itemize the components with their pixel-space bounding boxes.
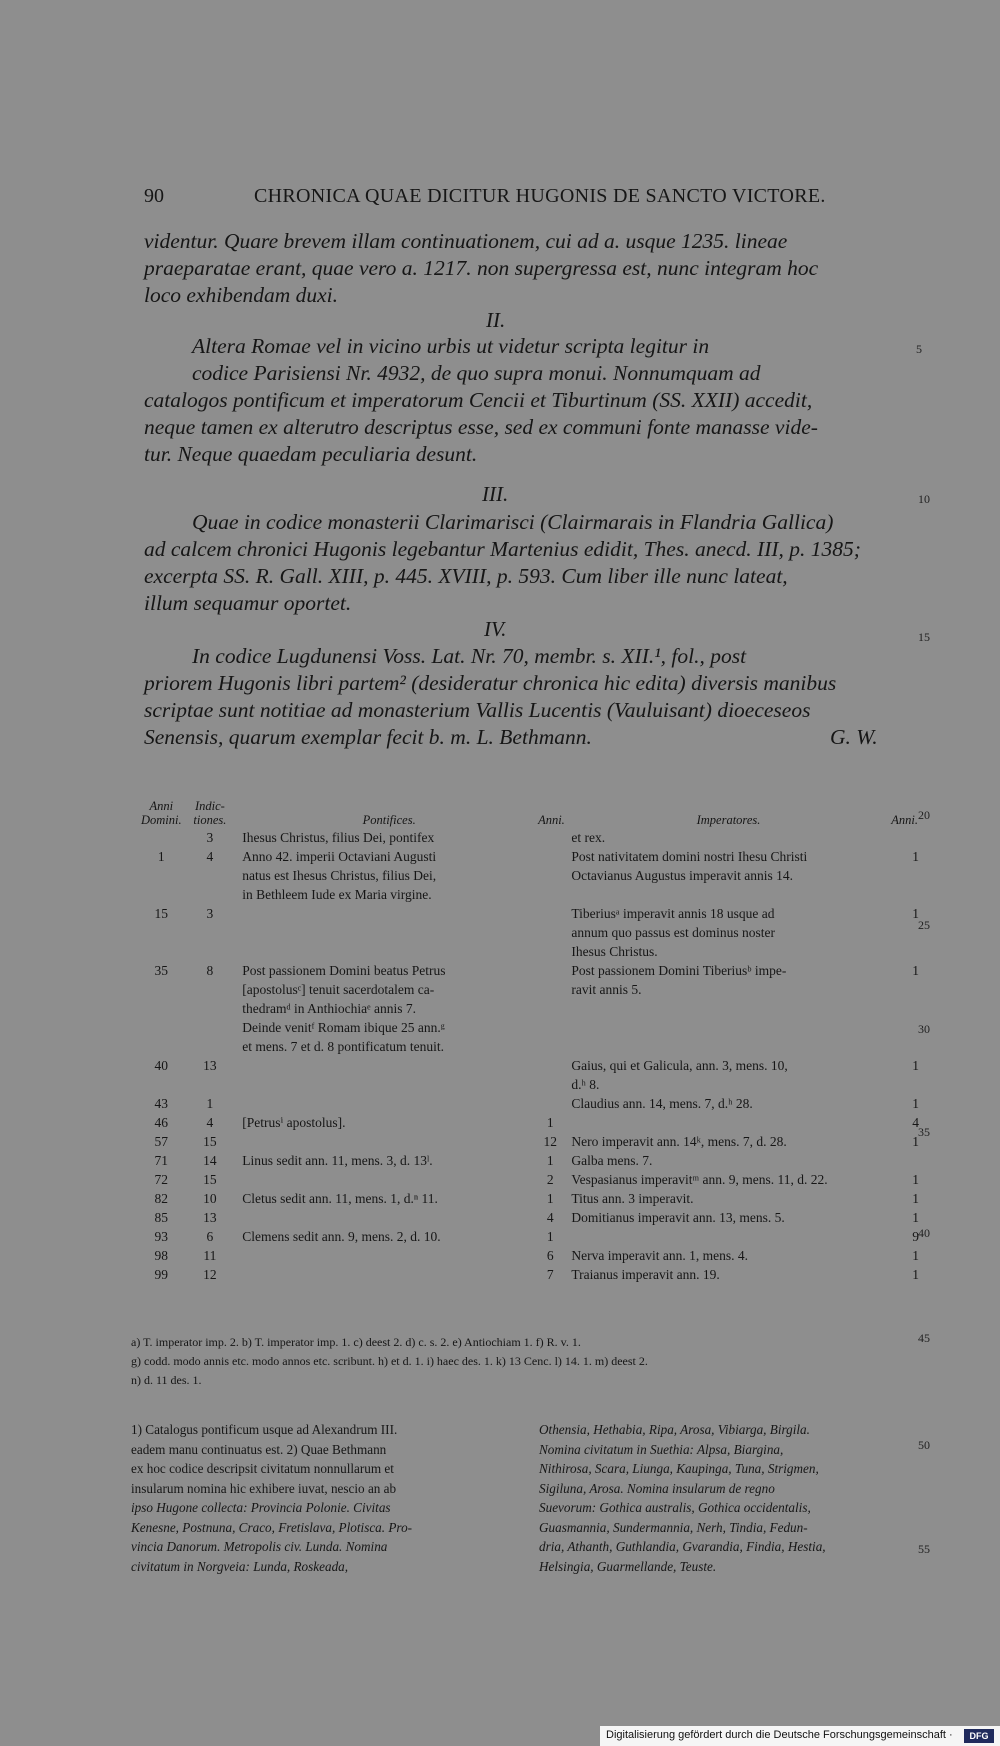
indictio-cell: 6 [206,1229,214,1244]
imperator-anni-cell [887,1151,919,1170]
running-title: CHRONICA QUAE DICITUR HUGONIS DE SANCTO VICTORE. [254,185,826,207]
note-line: insularum nomina hic exhibere iuvat, nescio an ab [131,1480,397,1496]
pontifex-anni-cell [537,1094,563,1113]
table-row [139,1132,919,1151]
col-header-pontifices: Pontifices. [362,813,416,827]
line-number: 15 [918,630,930,644]
section-II-line: codice Parisiensi Nr. 4932, de quo supra monui. Nonnumquam ad [192,361,761,385]
anni-domini-cell: 35 [154,963,169,978]
indictio-cell: 11 [203,1248,217,1263]
note-line: Nomina civitatum in Suethia: Alpsa, Biargina, [539,1441,784,1457]
anni-domini-cell: 93 [154,1229,169,1244]
pontifex-cell: Anno 42. imperii Octaviani Augusti natus est Ihesus Christus, filius Dei, in Bethleem Iude ex Maria virgine. [242,849,437,902]
imperator-anni-cell: 1 [912,1172,919,1187]
note-line: dria, Athanth, Guthlandia, Gvarandia, Findia, Hestia, [539,1539,826,1554]
pontifex-cell [236,1094,537,1113]
table-row [139,1208,919,1227]
section-IV-line: priorem Hugonis libri partem² (desideratur chronica hic edita) diversis manibus [144,671,837,695]
pontifex-anni-cell: 7 [546,1267,554,1282]
table-row [139,1170,919,1189]
pontifex-anni-cell [537,961,563,1056]
note-line: civitatum in Norgveia: Lunda, Roskeada, [131,1558,349,1574]
imperator-anni-cell: 9 [912,1229,919,1244]
indictio-cell: 13 [203,1210,217,1225]
apparatus-line: a) T. imperator imp. 2. b) T. imperator imp. 1. c) deest 2. d) c. s. 2. e) Antiochiam 1. f) R. v. 1. [131,1335,581,1349]
section-III-line: illum sequamur oportet. [144,591,352,615]
section-II-line: tur. Neque quaedam peculiaria desunt. [144,442,478,466]
intro-line: praeparatae erant, quae vero a. 1217. non supergressa est, nunc integram hoc [144,256,819,280]
pontifex-cell [236,904,537,961]
imperator-anni-cell: 1 [912,1134,919,1149]
pontifex-anni-cell: 4 [546,1210,554,1225]
pontifex-anni-cell: 1 [546,1191,554,1206]
table-row [139,1227,919,1246]
indictio-cell: 10 [203,1191,217,1206]
pontifex-anni-cell [537,847,563,904]
note-line: ex hoc codice descripsit civitatum nonnullarum et [131,1461,394,1476]
anni-domini-cell: 46 [154,1115,169,1130]
anni-domini-cell: 98 [154,1248,169,1263]
indictio-cell: 4 [206,1115,214,1130]
indictio-cell: 8 [206,963,214,978]
line-number: 10 [918,492,930,506]
pontifex-anni-cell: 2 [546,1172,554,1187]
page-number: 90 [144,185,164,207]
imperator-cell: Post passionem Domini Tiberiusᵇ impe- ravit annis 5. [571,963,787,997]
note-line: 1) Catalogus pontificum usque ad Alexandrum III. [131,1422,398,1437]
table-row [139,1113,919,1132]
table-body [139,828,919,1284]
note-line: eadem manu continuatus est. 2) Quae Bethmann [131,1441,387,1457]
section-IV-line: In codice Lugdunensi Voss. Lat. Nr. 70, membr. s. XII.¹, fol., post [192,644,747,668]
note-line: Guasmannia, Sundermannia, Nerh, Tindia, Fedun- [539,1519,808,1535]
imperator-cell: Vespasianus imperavitᵐ ann. 9, mens. 11, d. 22. [571,1172,828,1187]
section-heading-III: III. [482,482,509,506]
notes-right-column [539,1420,924,1576]
imperator-anni-cell: 1 [912,1210,919,1225]
table-header-row [139,798,919,828]
col-header-anni: Anni. [538,813,565,827]
anni-domini-cell: 57 [154,1134,169,1149]
note-line: vincia Danorum. Metropolis civ. Lunda. Nomina [131,1539,388,1554]
pontifex-cell: Post passionem Domini beatus Petrus [apostolusᶜ] tenuit sacerdotalem ca- thedramᵈ in Anthiochiaᵉ annis 7. Deinde venitᶠ Romam ibique 25 ann.ᵍ et mens. 7 et d. 8 pontificatum tenuit. [242,963,446,1054]
pontifex-anni-cell [537,1056,563,1094]
pontifex-cell: Ihesus Christus, filius Dei, pontifex [242,830,435,845]
indictio-cell: 15 [203,1172,217,1187]
indictio-cell: 1 [206,1096,214,1111]
anni-domini-cell: 40 [154,1058,169,1073]
imperator-cell: Tiberiusᵃ imperavit annis 18 usque ad annum quo passus est dominus noster Ihesus Christus. [571,906,776,959]
pontifex-cell: Clemens sedit ann. 9, mens. 2, d. 10. [242,1229,441,1244]
indictio-cell: 12 [203,1267,217,1282]
chronology-table [139,798,919,1284]
pontifex-cell: Linus sedit ann. 11, mens. 3, d. 13ˡ. [242,1153,433,1168]
anni-domini-cell [139,828,184,847]
pontifex-anni-cell: 12 [543,1134,557,1149]
col-header-anni-domini: Anni Domini. [140,799,182,827]
table-row [139,904,919,961]
imperator-cell: Nerva imperavit ann. 1, mens. 4. [571,1248,748,1263]
indictio-cell: 14 [203,1153,217,1168]
apparatus-line: g) codd. modo annis etc. modo annos etc. scribunt. h) et d. 1. i) haec des. 1. k) 13 Cenc. l) 14. 1. m) deest 2. [131,1354,648,1368]
section-III-line: ad calcem chronici Hugonis legebantur Martenius edidit, Thes. anecd. III, p. 1385; [144,537,861,561]
anni-domini-cell: 72 [154,1172,169,1187]
section-IV-line: scriptae sunt notitiae ad monasterium Vallis Lucentis (Vauluisant) dioeceseos [144,698,811,722]
imperator-cell: et rex. [571,830,606,845]
imperator-anni-cell [887,828,919,847]
anni-domini-cell: 43 [154,1096,169,1111]
intro-line: loco exhibendam duxi. [144,283,339,307]
pontifex-anni-cell: 1 [546,1153,554,1168]
indictio-cell: 15 [203,1134,217,1149]
imperator-cell [563,1113,886,1132]
note-line: ipso Hugone collecta: Provincia Polonie. Civitas [131,1500,391,1515]
pontifex-cell [236,1246,537,1265]
indictio-cell: 3 [206,830,214,845]
imperator-anni-cell: 1 [912,906,919,921]
anni-domini-cell: 71 [154,1153,169,1168]
section-IV-line: Senensis, quarum exemplar fecit b. m. L. Bethmann. [144,725,592,749]
pontifex-anni-cell: 6 [546,1248,554,1263]
imperator-anni-cell: 4 [912,1115,919,1130]
table-row [139,1265,919,1284]
pontifex-anni-cell [537,828,563,847]
imperator-cell: Gaius, qui et Galicula, ann. 3, mens. 10, d.ʰ 8. [571,1058,788,1092]
section-II-line: catalogos pontificum et imperatorum Cencii et Tiburtinum (SS. XXII) accedit, [144,388,813,412]
table-row [139,961,919,1056]
table-row [139,1189,919,1208]
imperator-anni-cell: 1 [912,849,919,864]
table-row [139,847,919,904]
line-number: 45 [918,1331,930,1345]
note-line: Helsingia, Guarmellande, Teuste. [539,1558,717,1574]
notes-left-column [131,1420,516,1576]
col-header-indictiones: Indic- tiones. [193,799,227,827]
section-heading-II: II. [486,308,506,332]
pontifex-cell [236,1208,537,1227]
note-line: Sigiluna, Arosa. Nomina insularum de regno [539,1480,775,1496]
section-III-line: excerpta SS. R. Gall. XIII, p. 445. XVIII, p. 593. Cum liber ille nunc lateat, [144,564,788,588]
imperator-anni-cell: 1 [912,963,919,978]
note-line: Kenesne, Postnuna, Craco, Fretislava, Plotisca. Pro- [131,1519,413,1535]
signature: G. W. [830,725,878,749]
section-II-line: neque tamen ex alterutro descriptus esse, sed ex communi fonte manasse vide- [144,415,818,439]
imperator-anni-cell: 1 [912,1267,919,1282]
imperator-anni-cell: 1 [912,1096,919,1111]
indictio-cell: 4 [206,849,214,864]
imperator-cell: Traianus imperavit ann. 19. [571,1267,720,1282]
anni-domini-cell: 85 [154,1210,169,1225]
anni-domini-cell: 15 [154,906,169,921]
col-header-anni: Anni. [891,813,918,827]
line-number: 40 [918,1226,930,1240]
pontifex-cell [236,1265,537,1284]
pontifex-cell [236,1056,537,1094]
col-header-imperatores: Imperatores. [696,813,761,827]
section-II-line: Altera Romae vel in vicino urbis ut videtur scripta legitur in [192,334,710,358]
indictio-cell: 3 [206,906,214,921]
pontifex-cell: Cletus sedit ann. 11, mens. 1, d.ⁿ 11. [242,1191,438,1206]
pontifex-cell [236,1132,537,1151]
line-number: 20 [918,808,930,822]
table-row [139,1151,919,1170]
table-row [139,1246,919,1265]
anni-domini-cell: 82 [154,1191,169,1206]
section-III-line: Quae in codice monasterii Clarimarisci (Clairmarais in Flandria Gallica) [192,510,834,534]
anni-domini-cell: 1 [157,849,165,864]
line-number: 25 [918,918,930,932]
pontifex-anni-cell: 1 [546,1115,554,1130]
imperator-cell: Titus ann. 3 imperavit. [571,1191,694,1206]
digitization-footer [600,1726,1000,1746]
line-number: 30 [918,1022,930,1036]
pontifex-anni-cell: 1 [546,1229,554,1244]
apparatus-line: n) d. 11 des. 1. [131,1373,202,1387]
imperator-cell [563,1227,886,1246]
table-row [139,828,919,847]
imperator-anni-cell: 1 [912,1058,919,1073]
line-number: 5 [916,342,922,356]
note-line: Suevorum: Gothica australis, Gothica occidentalis, [539,1500,811,1515]
table-row [139,1056,919,1094]
footer-text: Digitalisierung gefördert durch die Deutsche Forschungsgemeinschaft · [606,1729,953,1741]
note-line: Othensia, Hethabia, Ripa, Arosa, Vibiarga, Birgila. [539,1422,810,1437]
note-line: Nithirosa, Scara, Liunga, Kaupinga, Tuna, Strigmen, [539,1461,819,1476]
table-row [139,1094,919,1113]
intro-line: videntur. Quare brevem illam continuationem, cui ad a. usque 1235. lineae [144,229,788,253]
imperator-cell: Domitianus imperavit ann. 13, mens. 5. [571,1210,785,1225]
line-number: 55 [918,1542,930,1556]
imperator-cell: Nero imperavit ann. 14ᵏ, mens. 7, d. 28. [571,1134,787,1149]
section-heading-IV: IV. [484,617,507,641]
pontifex-anni-cell [537,904,563,961]
imperator-cell: Post nativitatem domini nostri Ihesu Christi Octavianus Augustus imperavit annis 14. [571,849,808,883]
imperator-anni-cell: 1 [912,1248,919,1263]
line-number: 35 [918,1125,930,1139]
dfg-logo-icon[interactable]: DFG [964,1729,994,1743]
pontifex-cell [236,1170,537,1189]
pontifex-cell: [Petrusⁱ apostolus]. [242,1115,346,1130]
indictio-cell: 13 [203,1058,217,1073]
imperator-cell: Claudius ann. 14, mens. 7, d.ʰ 28. [571,1096,753,1111]
anni-domini-cell: 99 [154,1267,169,1282]
line-number: 50 [918,1438,930,1452]
imperator-cell: Galba mens. 7. [571,1153,653,1168]
imperator-anni-cell: 1 [912,1191,919,1206]
